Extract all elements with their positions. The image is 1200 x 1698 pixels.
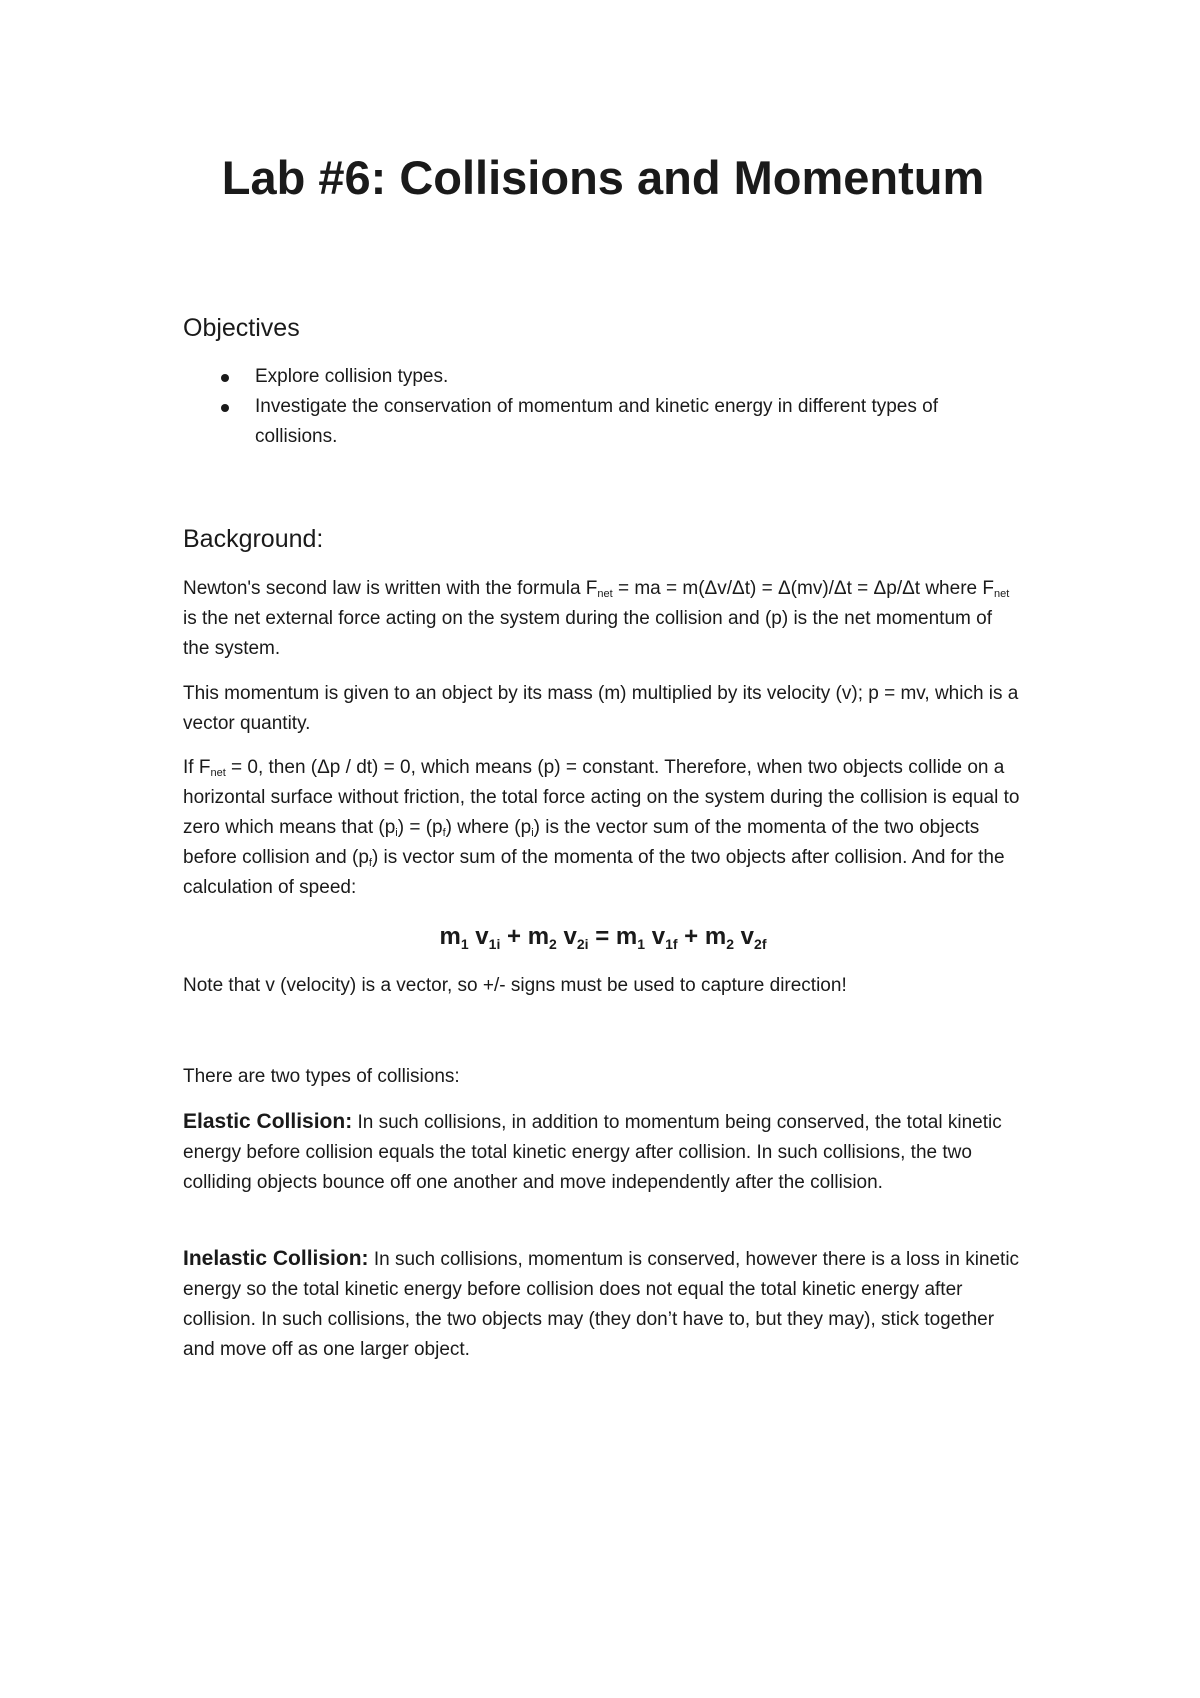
newton-law-paragraph: Newton's second law is written with the formula $F_{net}$ = ma = m(Δv/Δt) = Δ(mv)/Δt = Δp/Δt where $F_{net}$ is the net external force acting on the system during the collision and (p) is the net momentum of the system.	[183, 578, 1010, 659]
conservation-paragraph: If $F_{net} = 0$, then (Δp / dt) = 0, which means (p) = constant. Therefore, when two objects collide on a horizontal surface without friction, the total force acting on the system during the collision is equal to zero which means that $(p_i) = (p_f)$ where $(p_i)$ is the vector sum of the momenta of the two objects before collision and $(p_f)$ is vector sum of the momenta of the two objects after collision. And for the calculation of speed:	[183, 757, 1020, 898]
inelastic-collision-paragraph	[183, 1244, 1023, 1365]
bullet-icon	[221, 374, 229, 382]
background-heading: Background:	[183, 525, 324, 553]
objectives-heading: Objectives	[183, 314, 300, 342]
page-title: Lab #6: Collisions and Momentum	[221, 151, 985, 204]
elastic-collision-text: In such collisions, in addition to momentum being conserved, the total kinetic energy before collision equals the total kinetic energy after collision. In such collisions, the two colliding objects bounce off one another and move independently after the collision.	[183, 1112, 1002, 1193]
inelastic-collision-term: Inelastic Collision:	[183, 1247, 369, 1270]
list-item	[183, 362, 1023, 392]
list-item-text: Explore collision types.	[255, 366, 449, 387]
velocity-note: Note that v (velocity) is a vector, so +/- signs must be used to capture direction!	[183, 975, 847, 996]
objectives-list	[183, 362, 1023, 452]
elastic-collision-term: Elastic Collision:	[183, 1110, 353, 1133]
momentum-equation: $m_1$ $v_{1i} + m_2$ $v_{2i} = m_1$ $v_{1f} + m_2$ $v_{2f}$	[439, 923, 767, 952]
list-item	[183, 392, 1023, 452]
inelastic-collision-text: In such collisions, momentum is conserved, however there is a loss in kinetic energy so the total kinetic energy before collision does not equal the total kinetic energy after collision. In such collisions, the two objects may (they don’t have to, but they may), stick together and move off as one larger object.	[183, 1249, 1020, 1360]
list-item-text: Investigate the conservation of momentum and kinetic energy in different types of collisions.	[255, 396, 938, 447]
elastic-collision-paragraph	[183, 1107, 1023, 1198]
momentum-definition-paragraph: This momentum is given to an object by its mass (m) multiplied by its velocity (v); p = mv, which is a vector quantity.	[183, 683, 1019, 734]
collision-types-intro: There are two types of collisions:	[183, 1066, 460, 1087]
bullet-icon	[221, 404, 229, 412]
